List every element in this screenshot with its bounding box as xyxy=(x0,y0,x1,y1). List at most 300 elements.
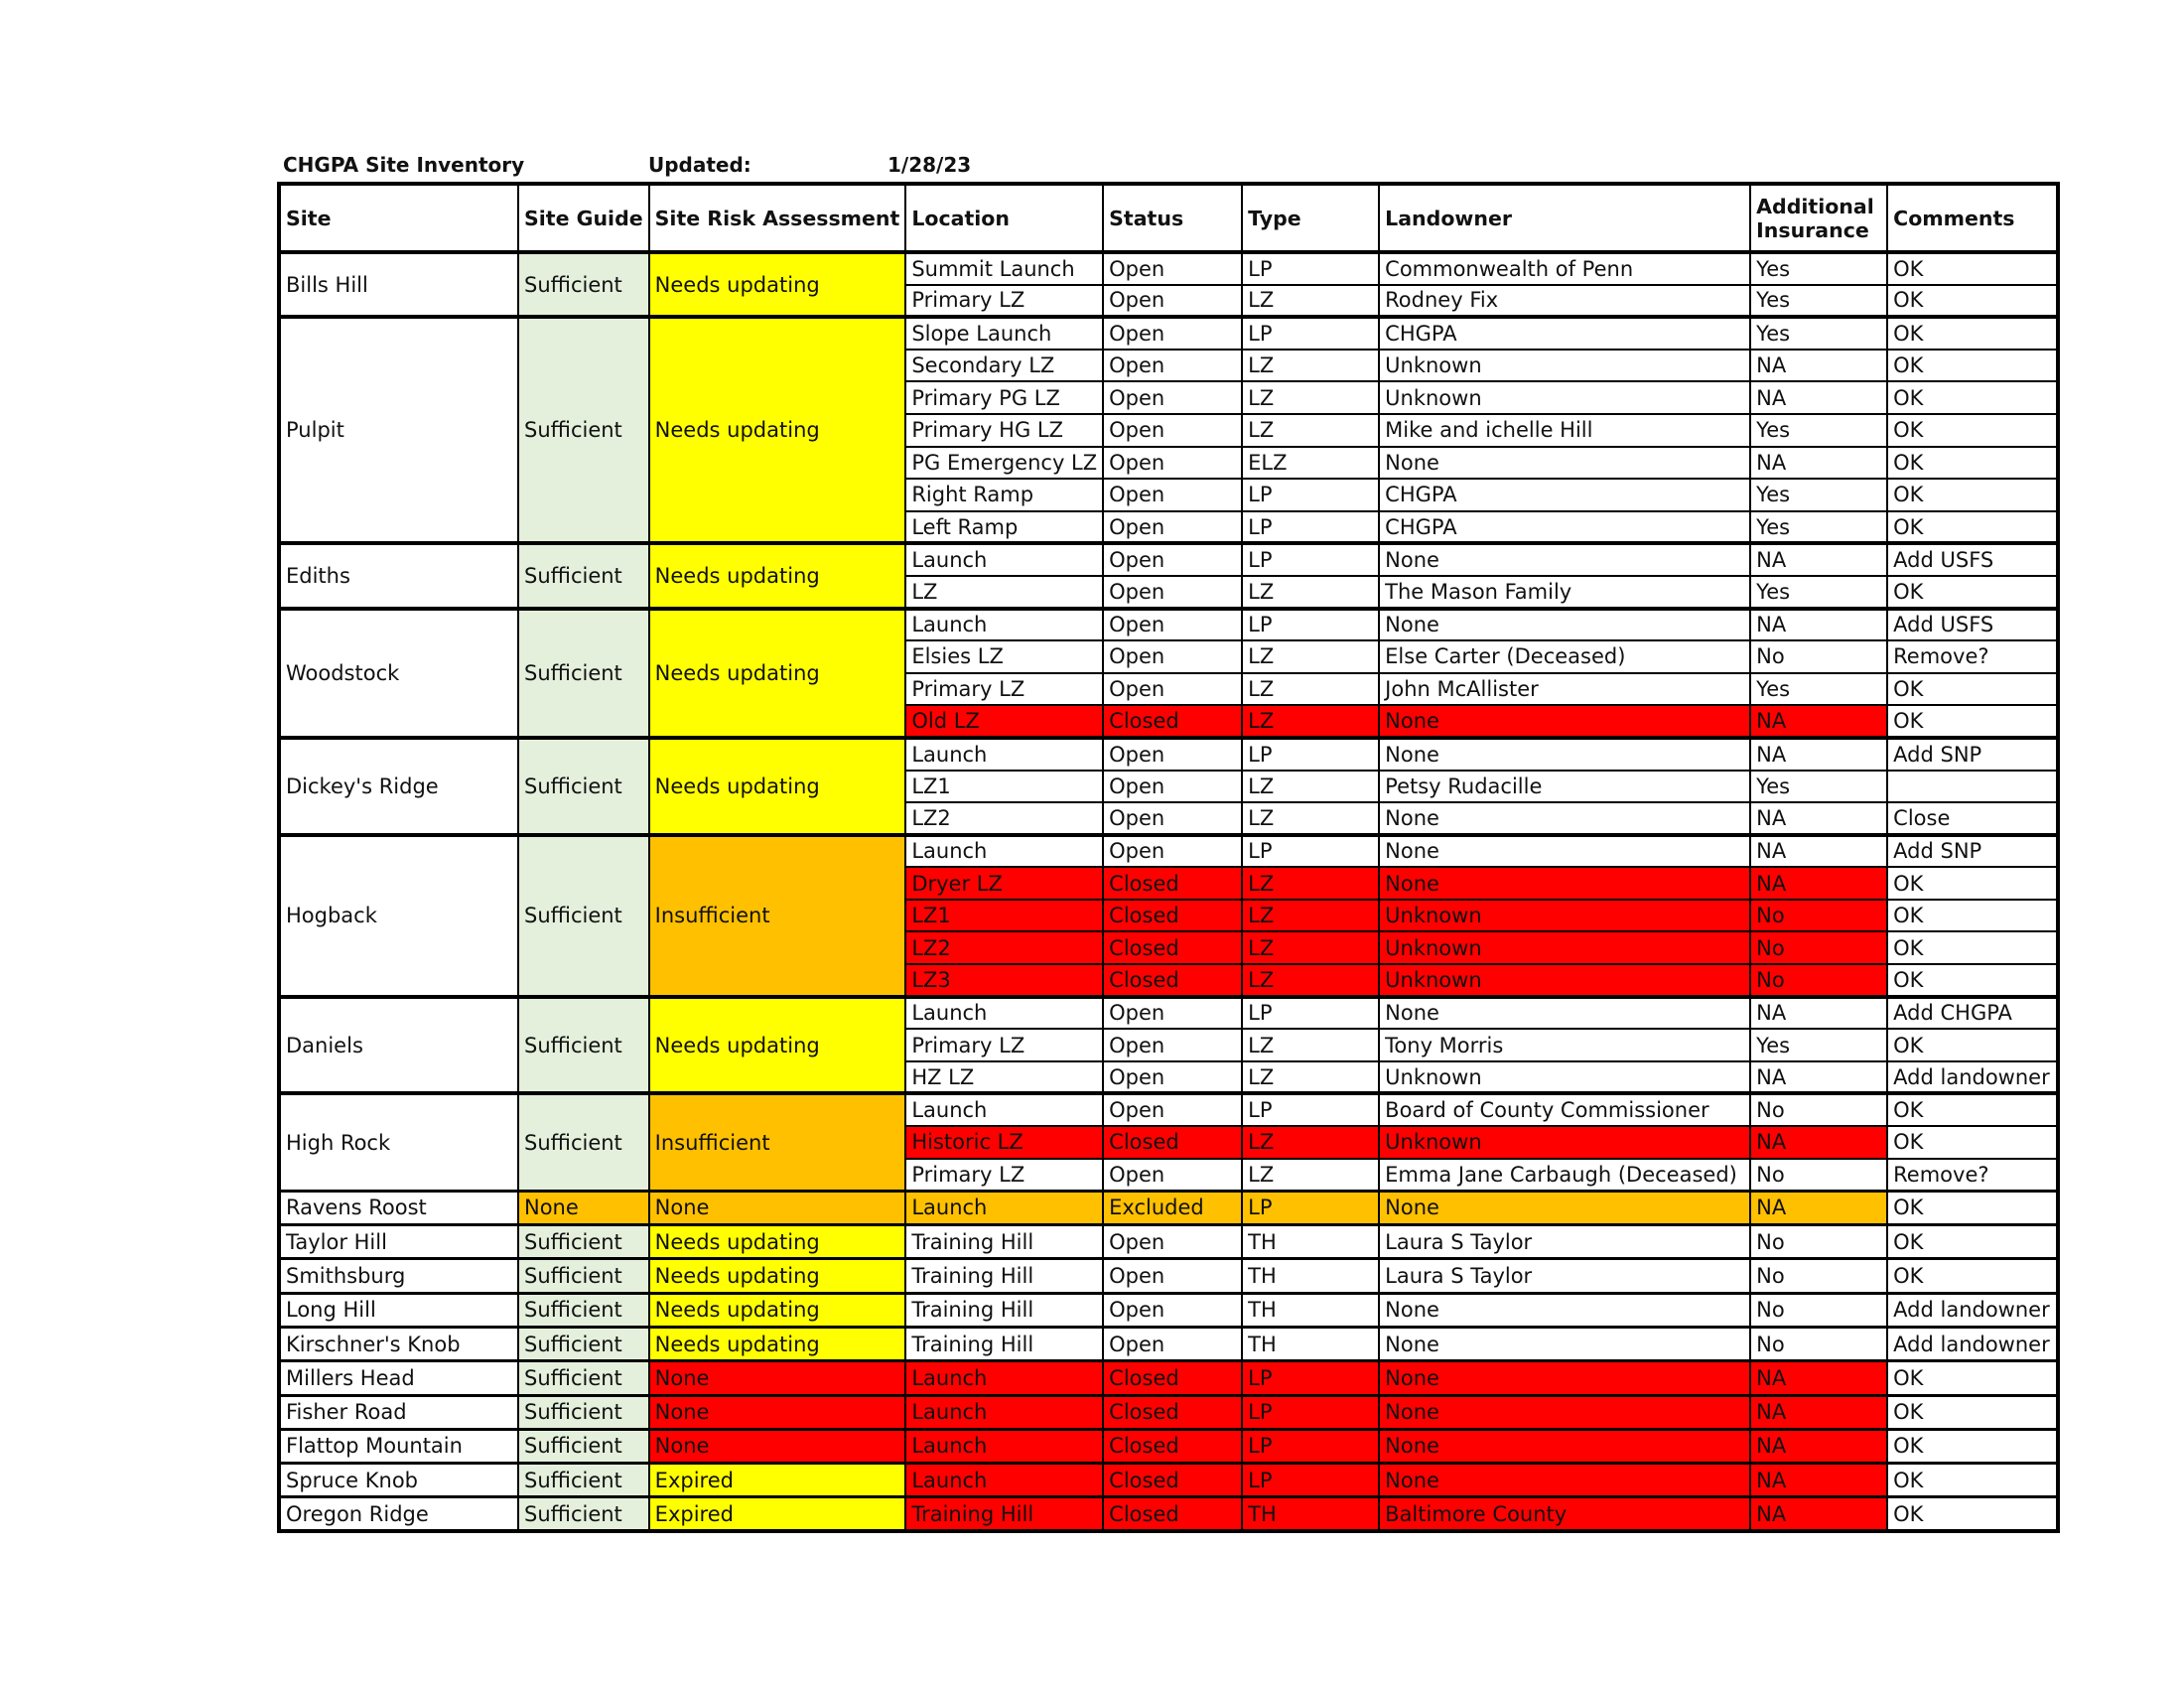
landowner-cell: None xyxy=(1379,1429,1750,1463)
location-cell: Primary HG LZ xyxy=(905,414,1103,447)
insurance-cell: NA xyxy=(1750,1191,1887,1224)
location-cell: Launch xyxy=(905,609,1103,641)
status-cell: Closed xyxy=(1103,867,1242,900)
table-row xyxy=(279,252,2058,285)
type-cell: LP xyxy=(1242,1093,1379,1126)
insurance-cell: NA xyxy=(1750,835,1887,868)
landowner-cell: CHGPA xyxy=(1379,479,1750,511)
risk-assessment-cell: Needs updating xyxy=(649,543,906,608)
status-cell: Open xyxy=(1103,1293,1242,1327)
table-row xyxy=(279,997,2058,1030)
insurance-cell: NA xyxy=(1750,1061,1887,1094)
comments-cell: OK xyxy=(1887,414,2058,447)
site-guide-cell: Sufficient xyxy=(518,1225,649,1259)
col-header-location: Location xyxy=(905,184,1103,252)
status-cell: Open xyxy=(1103,1029,1242,1061)
location-cell: Left Ramp xyxy=(905,511,1103,544)
landowner-cell: None xyxy=(1379,1293,1750,1327)
site-name-cell: Bills Hill xyxy=(279,252,518,317)
site-guide-cell: Sufficient xyxy=(518,1464,649,1497)
status-cell: Open xyxy=(1103,802,1242,835)
insurance-cell: NA xyxy=(1750,705,1887,738)
type-cell: TH xyxy=(1242,1327,1379,1360)
insurance-cell: NA xyxy=(1750,350,1887,382)
col-header-insurance: Additional Insurance xyxy=(1750,184,1887,252)
landowner-cell: None xyxy=(1379,447,1750,480)
table-row xyxy=(279,1093,2058,1126)
location-cell: Launch xyxy=(905,1395,1103,1429)
site-guide-cell: Sufficient xyxy=(518,1093,649,1191)
insurance-cell: Yes xyxy=(1750,1029,1887,1061)
landowner-cell: None xyxy=(1379,609,1750,641)
table-row xyxy=(279,1429,2058,1463)
risk-assessment-cell: Needs updating xyxy=(649,317,906,543)
insurance-cell: Yes xyxy=(1750,252,1887,285)
type-cell: TH xyxy=(1242,1225,1379,1259)
comments-cell: Add landowner xyxy=(1887,1061,2058,1094)
type-cell: LZ xyxy=(1242,705,1379,738)
location-cell: Launch xyxy=(905,997,1103,1030)
insurance-cell: No xyxy=(1750,1093,1887,1126)
status-cell: Open xyxy=(1103,511,1242,544)
location-cell: Launch xyxy=(905,543,1103,576)
type-cell: LP xyxy=(1242,835,1379,868)
insurance-cell: No xyxy=(1750,1159,1887,1192)
status-cell: Open xyxy=(1103,997,1242,1030)
comments-cell: OK xyxy=(1887,931,2058,964)
landowner-cell: None xyxy=(1379,997,1750,1030)
site-name-cell: Daniels xyxy=(279,997,518,1094)
status-cell: Closed xyxy=(1103,1395,1242,1429)
risk-assessment-cell: Needs updating xyxy=(649,1225,906,1259)
site-guide-cell: Sufficient xyxy=(518,1327,649,1360)
site-inventory-table xyxy=(277,182,2060,1533)
insurance-cell: NA xyxy=(1750,447,1887,480)
site-guide-cell: Sufficient xyxy=(518,317,649,543)
site-name-cell: Millers Head xyxy=(279,1361,518,1395)
comments-cell: Add landowner xyxy=(1887,1293,2058,1327)
insurance-cell: No xyxy=(1750,1259,1887,1293)
site-guide-cell: Sufficient xyxy=(518,835,649,997)
comments-cell: OK xyxy=(1887,900,2058,932)
landowner-cell: Commonwealth of Penn xyxy=(1379,252,1750,285)
risk-assessment-cell: None xyxy=(649,1395,906,1429)
type-cell: LZ xyxy=(1242,285,1379,318)
landowner-cell: Unknown xyxy=(1379,900,1750,932)
col-header-status: Status xyxy=(1103,184,1242,252)
status-cell: Open xyxy=(1103,1259,1242,1293)
location-cell: Launch xyxy=(905,738,1103,771)
landowner-cell: None xyxy=(1379,705,1750,738)
location-cell: Primary LZ xyxy=(905,673,1103,706)
type-cell: LZ xyxy=(1242,350,1379,382)
comments-cell: Add CHGPA xyxy=(1887,997,2058,1030)
site-name-cell: Ravens Roost xyxy=(279,1191,518,1224)
location-cell: Summit Launch xyxy=(905,252,1103,285)
site-guide-cell: Sufficient xyxy=(518,1259,649,1293)
site-guide-cell: Sufficient xyxy=(518,252,649,317)
status-cell: Open xyxy=(1103,771,1242,803)
table-row xyxy=(279,1464,2058,1497)
site-name-cell: Spruce Knob xyxy=(279,1464,518,1497)
comments-cell: OK xyxy=(1887,1361,2058,1395)
comments-cell xyxy=(1887,771,2058,803)
table-row xyxy=(279,1259,2058,1293)
risk-assessment-cell: None xyxy=(649,1191,906,1224)
insurance-cell: NA xyxy=(1750,1361,1887,1395)
type-cell: TH xyxy=(1242,1293,1379,1327)
landowner-cell: Unknown xyxy=(1379,1061,1750,1094)
comments-cell: OK xyxy=(1887,285,2058,318)
location-cell: PG Emergency LZ xyxy=(905,447,1103,480)
location-cell: LZ xyxy=(905,576,1103,609)
status-cell: Open xyxy=(1103,835,1242,868)
type-cell: LZ xyxy=(1242,771,1379,803)
insurance-cell: NA xyxy=(1750,867,1887,900)
site-guide-cell: Sufficient xyxy=(518,543,649,608)
landowner-cell: None xyxy=(1379,802,1750,835)
location-cell: HZ LZ xyxy=(905,1061,1103,1094)
type-cell: LZ xyxy=(1242,381,1379,414)
type-cell: LZ xyxy=(1242,964,1379,997)
col-header-comments: Comments xyxy=(1887,184,2058,252)
comments-cell: OK xyxy=(1887,867,2058,900)
landowner-cell: None xyxy=(1379,1327,1750,1360)
landowner-cell: Rodney Fix xyxy=(1379,285,1750,318)
type-cell: LP xyxy=(1242,1191,1379,1224)
landowner-cell: Unknown xyxy=(1379,350,1750,382)
location-cell: LZ1 xyxy=(905,771,1103,803)
site-name-cell: Fisher Road xyxy=(279,1395,518,1429)
table-row xyxy=(279,1361,2058,1395)
landowner-cell: None xyxy=(1379,1191,1750,1224)
table-row xyxy=(279,1293,2058,1327)
type-cell: LP xyxy=(1242,1361,1379,1395)
type-cell: LZ xyxy=(1242,1159,1379,1192)
status-cell: Open xyxy=(1103,285,1242,318)
inventory-title: CHGPA Site Inventory xyxy=(283,153,525,177)
type-cell: LP xyxy=(1242,1464,1379,1497)
insurance-cell: NA xyxy=(1750,802,1887,835)
table-row xyxy=(279,1225,2058,1259)
status-cell: Open xyxy=(1103,447,1242,480)
status-cell: Closed xyxy=(1103,1126,1242,1159)
insurance-cell: NA xyxy=(1750,1464,1887,1497)
location-cell: Training Hill xyxy=(905,1259,1103,1293)
location-cell: Launch xyxy=(905,1191,1103,1224)
location-cell: Launch xyxy=(905,1464,1103,1497)
type-cell: TH xyxy=(1242,1497,1379,1531)
location-cell: Elsies LZ xyxy=(905,640,1103,673)
site-name-cell: Pulpit xyxy=(279,317,518,543)
location-cell: LZ3 xyxy=(905,964,1103,997)
col-header-landowner: Landowner xyxy=(1379,184,1750,252)
insurance-cell: No xyxy=(1750,964,1887,997)
site-guide-cell: Sufficient xyxy=(518,738,649,835)
location-cell: Primary PG LZ xyxy=(905,381,1103,414)
site-name-cell: Taylor Hill xyxy=(279,1225,518,1259)
location-cell: Training Hill xyxy=(905,1293,1103,1327)
type-cell: LZ xyxy=(1242,640,1379,673)
status-cell: Excluded xyxy=(1103,1191,1242,1224)
site-name-cell: Hogback xyxy=(279,835,518,997)
location-cell: Launch xyxy=(905,1093,1103,1126)
type-cell: LZ xyxy=(1242,1061,1379,1094)
status-cell: Open xyxy=(1103,381,1242,414)
insurance-cell: NA xyxy=(1750,997,1887,1030)
insurance-cell: NA xyxy=(1750,543,1887,576)
status-cell: Open xyxy=(1103,1225,1242,1259)
updated-date: 1/28/23 xyxy=(887,153,972,177)
status-cell: Open xyxy=(1103,1159,1242,1192)
landowner-cell: Laura S Taylor xyxy=(1379,1225,1750,1259)
status-cell: Open xyxy=(1103,673,1242,706)
status-cell: Closed xyxy=(1103,1361,1242,1395)
comments-cell: OK xyxy=(1887,350,2058,382)
type-cell: LZ xyxy=(1242,1126,1379,1159)
site-name-cell: Dickey's Ridge xyxy=(279,738,518,835)
status-cell: Closed xyxy=(1103,1497,1242,1531)
comments-cell: Add USFS xyxy=(1887,543,2058,576)
table-row xyxy=(279,1191,2058,1224)
risk-assessment-cell: Insufficient xyxy=(649,835,906,997)
table-row xyxy=(279,543,2058,576)
status-cell: Open xyxy=(1103,252,1242,285)
location-cell: LZ2 xyxy=(905,931,1103,964)
risk-assessment-cell: Expired xyxy=(649,1464,906,1497)
risk-assessment-cell: Needs updating xyxy=(649,1259,906,1293)
landowner-cell: None xyxy=(1379,738,1750,771)
landowner-cell: Unknown xyxy=(1379,1126,1750,1159)
comments-cell: OK xyxy=(1887,1429,2058,1463)
site-guide-cell: Sufficient xyxy=(518,1429,649,1463)
insurance-cell: Yes xyxy=(1750,576,1887,609)
status-cell: Open xyxy=(1103,1327,1242,1360)
type-cell: ELZ xyxy=(1242,447,1379,480)
comments-cell: OK xyxy=(1887,705,2058,738)
site-guide-cell: Sufficient xyxy=(518,1497,649,1531)
type-cell: LZ xyxy=(1242,900,1379,932)
landowner-cell: None xyxy=(1379,867,1750,900)
table-row xyxy=(279,835,2058,868)
landowner-cell: Else Carter (Deceased) xyxy=(1379,640,1750,673)
location-cell: Launch xyxy=(905,1361,1103,1395)
status-cell: Closed xyxy=(1103,705,1242,738)
landowner-cell: Tony Morris xyxy=(1379,1029,1750,1061)
comments-cell: OK xyxy=(1887,576,2058,609)
site-name-cell: Ediths xyxy=(279,543,518,608)
risk-assessment-cell: Insufficient xyxy=(649,1093,906,1191)
type-cell: LP xyxy=(1242,317,1379,350)
risk-assessment-cell: None xyxy=(649,1361,906,1395)
comments-cell: OK xyxy=(1887,1126,2058,1159)
landowner-cell: Laura S Taylor xyxy=(1379,1259,1750,1293)
insurance-cell: NA xyxy=(1750,738,1887,771)
landowner-cell: CHGPA xyxy=(1379,511,1750,544)
insurance-cell: Yes xyxy=(1750,673,1887,706)
insurance-cell: NA xyxy=(1750,381,1887,414)
type-cell: LZ xyxy=(1242,931,1379,964)
status-cell: Open xyxy=(1103,350,1242,382)
comments-cell: Add SNP xyxy=(1887,738,2058,771)
risk-assessment-cell: Expired xyxy=(649,1497,906,1531)
location-cell: Historic LZ xyxy=(905,1126,1103,1159)
type-cell: LP xyxy=(1242,479,1379,511)
status-cell: Open xyxy=(1103,1093,1242,1126)
insurance-cell: Yes xyxy=(1750,414,1887,447)
landowner-cell: None xyxy=(1379,1464,1750,1497)
insurance-cell: Yes xyxy=(1750,285,1887,318)
comments-cell: OK xyxy=(1887,511,2058,544)
comments-cell: OK xyxy=(1887,1395,2058,1429)
site-guide-cell: Sufficient xyxy=(518,1395,649,1429)
landowner-cell: The Mason Family xyxy=(1379,576,1750,609)
col-header-site-guide: Site Guide xyxy=(518,184,649,252)
updated-label: Updated: xyxy=(648,153,751,177)
type-cell: TH xyxy=(1242,1259,1379,1293)
risk-assessment-cell: Needs updating xyxy=(649,738,906,835)
col-header-site: Site xyxy=(279,184,518,252)
site-name-cell: Flattop Mountain xyxy=(279,1429,518,1463)
type-cell: LP xyxy=(1242,1429,1379,1463)
insurance-cell: Yes xyxy=(1750,511,1887,544)
risk-assessment-cell: Needs updating xyxy=(649,609,906,738)
landowner-cell: None xyxy=(1379,543,1750,576)
landowner-cell: CHGPA xyxy=(1379,317,1750,350)
type-cell: LP xyxy=(1242,543,1379,576)
table-row xyxy=(279,1327,2058,1360)
site-guide-cell: Sufficient xyxy=(518,1293,649,1327)
risk-assessment-cell: Needs updating xyxy=(649,997,906,1094)
table-row xyxy=(279,738,2058,771)
comments-cell: OK xyxy=(1887,1191,2058,1224)
type-cell: LZ xyxy=(1242,673,1379,706)
comments-cell: OK xyxy=(1887,479,2058,511)
status-cell: Open xyxy=(1103,414,1242,447)
comments-cell: Close xyxy=(1887,802,2058,835)
type-cell: LP xyxy=(1242,511,1379,544)
location-cell: Launch xyxy=(905,1429,1103,1463)
insurance-cell: NA xyxy=(1750,1429,1887,1463)
status-cell: Open xyxy=(1103,640,1242,673)
table-row xyxy=(279,609,2058,641)
insurance-cell: No xyxy=(1750,1327,1887,1360)
col-header-type: Type xyxy=(1242,184,1379,252)
comments-cell: OK xyxy=(1887,1093,2058,1126)
risk-assessment-cell: Needs updating xyxy=(649,252,906,317)
location-cell: Primary LZ xyxy=(905,285,1103,318)
landowner-cell: Unknown xyxy=(1379,964,1750,997)
type-cell: LP xyxy=(1242,738,1379,771)
type-cell: LZ xyxy=(1242,867,1379,900)
location-cell: Right Ramp xyxy=(905,479,1103,511)
status-cell: Open xyxy=(1103,479,1242,511)
comments-cell: OK xyxy=(1887,1464,2058,1497)
table-row xyxy=(279,1395,2058,1429)
type-cell: LP xyxy=(1242,997,1379,1030)
insurance-cell: No xyxy=(1750,931,1887,964)
type-cell: LP xyxy=(1242,609,1379,641)
risk-assessment-cell: Needs updating xyxy=(649,1327,906,1360)
site-name-cell: High Rock xyxy=(279,1093,518,1191)
comments-cell: OK xyxy=(1887,1497,2058,1531)
insurance-cell: No xyxy=(1750,1293,1887,1327)
location-cell: Primary LZ xyxy=(905,1159,1103,1192)
location-cell: Secondary LZ xyxy=(905,350,1103,382)
site-name-cell: Kirschner's Knob xyxy=(279,1327,518,1360)
type-cell: LZ xyxy=(1242,1029,1379,1061)
site-name-cell: Smithsburg xyxy=(279,1259,518,1293)
landowner-cell: Baltimore County xyxy=(1379,1497,1750,1531)
type-cell: LZ xyxy=(1242,802,1379,835)
site-guide-cell: Sufficient xyxy=(518,1361,649,1395)
location-cell: LZ1 xyxy=(905,900,1103,932)
insurance-cell: Yes xyxy=(1750,479,1887,511)
landowner-cell: None xyxy=(1379,1395,1750,1429)
insurance-cell: NA xyxy=(1750,609,1887,641)
location-cell: Training Hill xyxy=(905,1225,1103,1259)
landowner-cell: Emma Jane Carbaugh (Deceased) xyxy=(1379,1159,1750,1192)
status-cell: Open xyxy=(1103,609,1242,641)
col-header-risk-assessment: Site Risk Assessment xyxy=(649,184,906,252)
insurance-cell: No xyxy=(1750,900,1887,932)
comments-cell: OK xyxy=(1887,317,2058,350)
table-body xyxy=(279,252,2058,1531)
insurance-cell: Yes xyxy=(1750,317,1887,350)
landowner-cell: Mike and ichelle Hill xyxy=(1379,414,1750,447)
landowner-cell: John McAllister xyxy=(1379,673,1750,706)
comments-cell: OK xyxy=(1887,381,2058,414)
status-cell: Open xyxy=(1103,317,1242,350)
landowner-cell: Board of County Commissioner xyxy=(1379,1093,1750,1126)
type-cell: LP xyxy=(1242,1395,1379,1429)
landowner-cell: Unknown xyxy=(1379,931,1750,964)
comments-cell: Add SNP xyxy=(1887,835,2058,868)
header-row-cells xyxy=(279,184,2058,252)
location-cell: Training Hill xyxy=(905,1327,1103,1360)
comments-cell: Add landowner xyxy=(1887,1327,2058,1360)
landowner-cell: Petsy Rudacille xyxy=(1379,771,1750,803)
comments-cell: OK xyxy=(1887,1259,2058,1293)
site-guide-cell: Sufficient xyxy=(518,609,649,738)
comments-cell: OK xyxy=(1887,1029,2058,1061)
status-cell: Closed xyxy=(1103,900,1242,932)
site-guide-cell: Sufficient xyxy=(518,997,649,1094)
site-name-cell: Oregon Ridge xyxy=(279,1497,518,1531)
comments-cell: Remove? xyxy=(1887,1159,2058,1192)
location-cell: Slope Launch xyxy=(905,317,1103,350)
comments-cell: Remove? xyxy=(1887,640,2058,673)
status-cell: Open xyxy=(1103,576,1242,609)
table-row xyxy=(279,1497,2058,1531)
status-cell: Open xyxy=(1103,1061,1242,1094)
insurance-cell: Yes xyxy=(1750,771,1887,803)
insurance-cell: No xyxy=(1750,640,1887,673)
risk-assessment-cell: None xyxy=(649,1429,906,1463)
insurance-cell: No xyxy=(1750,1225,1887,1259)
landowner-cell: None xyxy=(1379,835,1750,868)
status-cell: Closed xyxy=(1103,1429,1242,1463)
status-cell: Closed xyxy=(1103,931,1242,964)
location-cell: Launch xyxy=(905,835,1103,868)
insurance-cell: NA xyxy=(1750,1497,1887,1531)
risk-assessment-cell: Needs updating xyxy=(649,1293,906,1327)
location-cell: Dryer LZ xyxy=(905,867,1103,900)
location-cell: Training Hill xyxy=(905,1497,1103,1531)
type-cell: LP xyxy=(1242,252,1379,285)
status-cell: Open xyxy=(1103,543,1242,576)
location-cell: LZ2 xyxy=(905,802,1103,835)
